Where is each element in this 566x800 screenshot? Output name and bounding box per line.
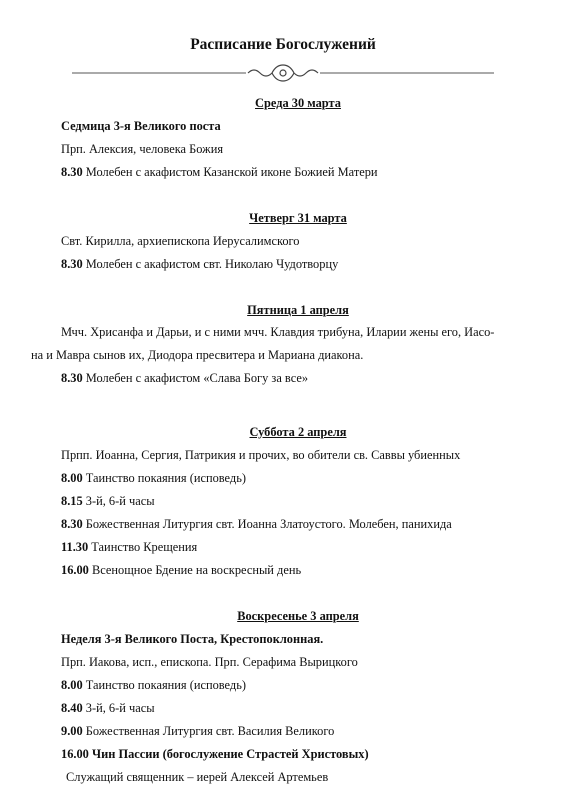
service-line (61, 471, 541, 486)
week-line: Неделя 3-я Великого Поста, Крестопоклонная. (61, 632, 324, 646)
service-line (61, 701, 541, 716)
saint-line: Прпп. Иоанна, Сергия, Патрикия и прочих, во обители св. Саввы убиенных (61, 448, 461, 462)
saint-line: Прп. Иакова, исп., епископа. Прп. Серафима Вырицкого (61, 655, 358, 669)
service-time: 9.00 (61, 724, 83, 738)
service-line (61, 494, 541, 509)
service-time: 8.30 (61, 517, 83, 531)
service-line (61, 563, 541, 578)
priest-line: Служащий священник – иерей Алексей Артемьев (66, 770, 329, 784)
week-line: Седмица 3-я Великого поста (61, 119, 221, 133)
service-text: 3-й, 6-й часы (82, 494, 155, 508)
page-title: Расписание Богослужений (190, 36, 376, 53)
day-heading-sunday: Воскресенье 3 апреля (237, 609, 359, 623)
service-time: 8.15 (61, 494, 83, 508)
service-text: Молебен с акафистом свт. Николаю Чудотворцу (82, 257, 339, 271)
service-text: Таинство Крещения (88, 540, 198, 554)
service-time: 11.30 (61, 540, 89, 554)
saint-line: Прп. Алексия, человека Божия (61, 142, 224, 156)
day-heading-wednesday: Среда 30 марта (255, 96, 341, 110)
service-text: Чин Пассии (богослужение Страстей Христовых) (88, 747, 369, 761)
saint-line: Мчч. Хрисанфа и Дарьи, и с ними мчч. Клавдия трибуна, Иларии жены его, Иасо- (61, 325, 495, 339)
service-text: Молебен с акафистом Казанской иконе Божией Матери (82, 165, 378, 179)
service-time: 16.00 (61, 747, 89, 761)
service-text: Всенощное Бдение на воскресный день (88, 563, 302, 577)
service-time: 8.40 (61, 701, 83, 715)
service-line (61, 724, 541, 739)
service-text: Божественная Литургия свт. Иоанна Златоустого. Молебен, панихида (82, 517, 452, 531)
service-line (61, 540, 541, 555)
saint-line: Свт. Кирилла, архиепископа Иерусалимского (61, 234, 300, 248)
service-text: Молебен с акафистом «Слава Богу за все» (82, 371, 309, 385)
service-line (61, 371, 541, 386)
service-text: Таинство покаяния (исповедь) (82, 471, 246, 485)
day-heading-thursday: Четверг 31 марта (249, 211, 347, 225)
service-line (61, 678, 541, 693)
service-line (61, 747, 541, 762)
service-time: 8.00 (61, 471, 83, 485)
service-time: 8.30 (61, 371, 83, 385)
service-line (61, 517, 541, 532)
day-heading-friday: Пятница 1 апреля (247, 303, 349, 317)
ornament-divider (72, 62, 494, 84)
service-line (61, 165, 541, 180)
service-time: 8.30 (61, 165, 83, 179)
service-line (61, 257, 541, 272)
service-time: 8.30 (61, 257, 83, 271)
service-text: 3-й, 6-й часы (82, 701, 155, 715)
saint-line-continued: на и Мавра сынов их, Диодора пресвитера и Мариана диакона. (31, 348, 364, 362)
day-heading-saturday: Суббота 2 апреля (249, 425, 347, 439)
service-time: 16.00 (61, 563, 89, 577)
service-text: Божественная Литургия свт. Василия Великого (82, 724, 335, 738)
service-time: 8.00 (61, 678, 83, 692)
service-text: Таинство покаяния (исповедь) (82, 678, 246, 692)
